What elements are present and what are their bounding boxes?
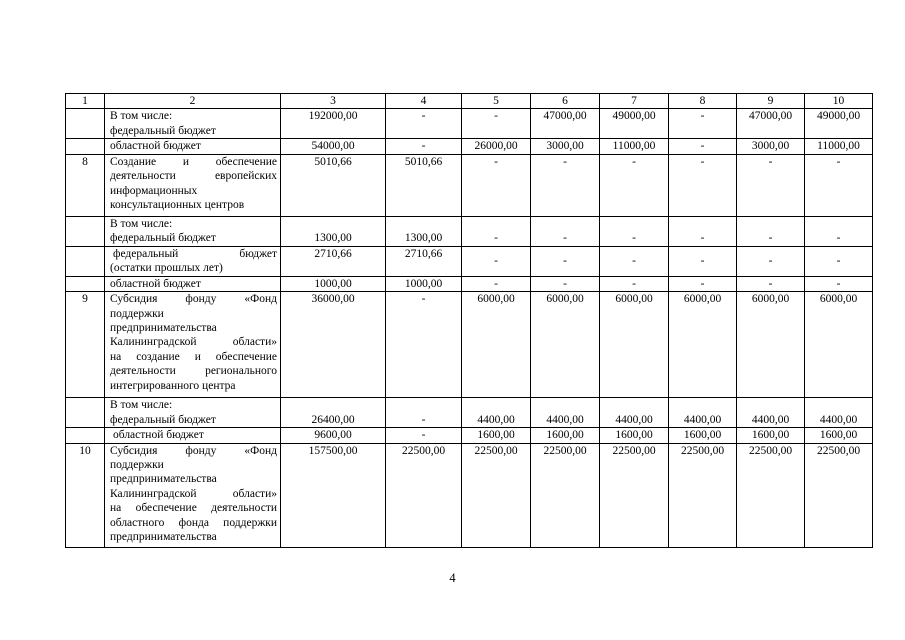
description-cell (105, 154, 281, 216)
header-row (66, 94, 873, 109)
value-cell: - (462, 154, 531, 216)
value-cell: 11000,00 (600, 139, 669, 154)
description-line: Субсидия фонду «Фонд (110, 293, 277, 306)
description-line: деятельности европейских (110, 170, 277, 183)
description-line: областного фонда поддержки (110, 516, 277, 529)
description-line: Калининградской области» (110, 487, 277, 500)
value-cell: 1600,00 (669, 428, 737, 443)
table-row (66, 246, 873, 276)
value-cell: 22500,00 (531, 443, 600, 547)
value-cell: - (669, 139, 737, 154)
value-cell: 1600,00 (737, 428, 805, 443)
row-number-cell (66, 246, 105, 276)
header-cell: 6 (531, 94, 600, 109)
value-cell: - (805, 216, 873, 246)
value-cell: 1300,00 (281, 216, 386, 246)
description-line: В том числе: (110, 217, 173, 230)
value-cell: 22500,00 (386, 443, 462, 547)
value-cell: - (386, 428, 462, 443)
value-cell: - (737, 246, 805, 276)
description-line: областной бюджет (113, 429, 204, 442)
header-cell: 2 (105, 94, 281, 109)
table-row (66, 428, 873, 443)
row-number-cell: 10 (66, 443, 105, 547)
description-line: деятельности регионального (110, 365, 277, 378)
table-row (66, 139, 873, 154)
value-cell: 22500,00 (737, 443, 805, 547)
value-cell: - (669, 276, 737, 291)
value-cell: 6000,00 (805, 292, 873, 398)
header-cell: 3 (281, 94, 386, 109)
value-cell: 4400,00 (669, 398, 737, 428)
description-cell (105, 216, 281, 246)
value-cell: - (805, 154, 873, 216)
value-cell: - (386, 139, 462, 154)
value-cell: 22500,00 (805, 443, 873, 547)
row-number-cell (66, 109, 105, 139)
description-line: федеральный бюджет (110, 124, 216, 137)
value-cell: - (531, 246, 600, 276)
value-cell: - (737, 276, 805, 291)
header-cell: 9 (737, 94, 805, 109)
value-cell: 9600,00 (281, 428, 386, 443)
value-cell: 4400,00 (805, 398, 873, 428)
value-cell: 6000,00 (531, 292, 600, 398)
description-line: федеральный бюджет (110, 232, 216, 245)
description-line: В том числе: (110, 110, 173, 123)
value-cell: - (669, 154, 737, 216)
value-cell: - (386, 398, 462, 428)
value-cell: 49000,00 (805, 109, 873, 139)
table-row (66, 109, 873, 139)
description-line: интегрированного центра (110, 379, 236, 392)
value-cell: 26400,00 (281, 398, 386, 428)
value-cell: - (600, 216, 669, 246)
value-cell: 5010,66 (281, 154, 386, 216)
value-cell: 1600,00 (805, 428, 873, 443)
description-line: областной бюджет (110, 277, 201, 290)
value-cell: 6000,00 (462, 292, 531, 398)
value-cell: 6000,00 (600, 292, 669, 398)
value-cell: - (669, 109, 737, 139)
value-cell: 22500,00 (462, 443, 531, 547)
description-line: предпринимательства (110, 473, 217, 486)
header-cell: 5 (462, 94, 531, 109)
value-cell: 1000,00 (386, 276, 462, 291)
value-cell: 22500,00 (669, 443, 737, 547)
header-cell: 8 (669, 94, 737, 109)
value-cell: - (737, 154, 805, 216)
row-number-cell (66, 276, 105, 291)
description-line: Субсидия фонду «Фонд (110, 444, 277, 457)
description-line: (остатки прошлых лет) (110, 262, 223, 275)
value-cell: 157500,00 (281, 443, 386, 547)
value-cell: 3000,00 (737, 139, 805, 154)
description-line: федеральный бюджет (110, 413, 216, 426)
row-number-cell (66, 398, 105, 428)
description-line: поддержки (110, 307, 164, 320)
value-cell: - (386, 109, 462, 139)
description-cell (105, 109, 281, 139)
value-cell: - (737, 216, 805, 246)
description-line: областной бюджет (110, 140, 201, 153)
value-cell: 47000,00 (531, 109, 600, 139)
value-cell: - (462, 216, 531, 246)
value-cell: 49000,00 (600, 109, 669, 139)
table-row (66, 398, 873, 428)
value-cell: 4400,00 (531, 398, 600, 428)
value-cell: 26000,00 (462, 139, 531, 154)
value-cell: 1600,00 (462, 428, 531, 443)
value-cell: - (462, 246, 531, 276)
description-line: консультационных центров (110, 199, 245, 212)
description-line: на создание и обеспечение (110, 350, 277, 363)
table-row (66, 154, 873, 216)
value-cell: 54000,00 (281, 139, 386, 154)
table-row (66, 443, 873, 547)
budget-table (65, 93, 873, 548)
description-cell (105, 246, 281, 276)
value-cell: 47000,00 (737, 109, 805, 139)
value-cell: - (531, 216, 600, 246)
value-cell: 6000,00 (669, 292, 737, 398)
description-cell (105, 292, 281, 398)
value-cell: 4400,00 (600, 398, 669, 428)
table-row (66, 276, 873, 291)
description-line: Создание и обеспечение (110, 155, 277, 168)
value-cell: 2710,66 (281, 246, 386, 276)
value-cell: 1300,00 (386, 216, 462, 246)
value-cell: - (386, 292, 462, 398)
value-cell: 11000,00 (805, 139, 873, 154)
value-cell: - (462, 109, 531, 139)
description-line: поддержки (110, 459, 164, 472)
value-cell: - (805, 276, 873, 291)
value-cell: - (600, 276, 669, 291)
value-cell: 3000,00 (531, 139, 600, 154)
row-number-cell: 9 (66, 292, 105, 398)
value-cell: 22500,00 (600, 443, 669, 547)
value-cell: 1000,00 (281, 276, 386, 291)
description-cell (105, 443, 281, 547)
row-number-cell (66, 428, 105, 443)
header-cell: 4 (386, 94, 462, 109)
description-line: предпринимательства (110, 322, 217, 335)
description-line: на обеспечение деятельности (110, 502, 277, 515)
value-cell: 4400,00 (737, 398, 805, 428)
table-row (66, 292, 873, 398)
description-line: В том числе: (110, 399, 173, 412)
value-cell: - (669, 246, 737, 276)
header-cell: 7 (600, 94, 669, 109)
row-number-cell: 8 (66, 154, 105, 216)
description-line: федеральный бюджет (113, 247, 277, 260)
description-cell (105, 398, 281, 428)
header-cell: 1 (66, 94, 105, 109)
description-cell (105, 139, 281, 154)
value-cell: 4400,00 (462, 398, 531, 428)
description-line: Калининградской области» (110, 336, 277, 349)
row-number-cell (66, 216, 105, 246)
value-cell: 6000,00 (737, 292, 805, 398)
value-cell: - (462, 276, 531, 291)
header-cell: 10 (805, 94, 873, 109)
value-cell: - (600, 246, 669, 276)
value-cell: 2710,66 (386, 246, 462, 276)
value-cell: - (600, 154, 669, 216)
value-cell: 5010,66 (386, 154, 462, 216)
description-line: предпринимательства (110, 531, 217, 544)
value-cell: - (531, 276, 600, 291)
value-cell: 1600,00 (531, 428, 600, 443)
value-cell: 1600,00 (600, 428, 669, 443)
page-number: 4 (449, 571, 456, 585)
description-line: информационных (110, 184, 198, 197)
value-cell: - (531, 154, 600, 216)
value-cell: 192000,00 (281, 109, 386, 139)
table-row (66, 216, 873, 246)
value-cell: 36000,00 (281, 292, 386, 398)
value-cell: - (669, 216, 737, 246)
value-cell: - (805, 246, 873, 276)
description-cell (105, 428, 281, 443)
description-cell (105, 276, 281, 291)
row-number-cell (66, 139, 105, 154)
